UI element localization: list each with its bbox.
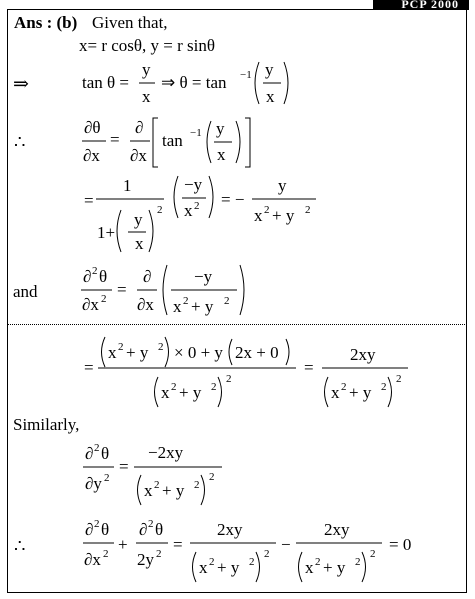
svg-text:2: 2	[94, 442, 100, 454]
svg-text:1: 1	[123, 176, 132, 195]
svg-text:+: +	[118, 535, 128, 554]
svg-text:y: y	[216, 119, 225, 138]
svg-text:∂: ∂	[83, 267, 92, 286]
svg-text:2: 2	[157, 204, 163, 216]
svg-text:tan: tan	[162, 131, 183, 150]
svg-text:2xy: 2xy	[350, 345, 376, 364]
svg-text:1+: 1+	[97, 223, 116, 242]
svg-text:2: 2	[194, 479, 200, 491]
svg-text:y: y	[278, 176, 287, 195]
svg-text:x: x	[266, 87, 275, 106]
svg-text:x: x	[142, 87, 151, 106]
svg-text:x: x	[217, 145, 226, 164]
svg-text:2: 2	[101, 293, 107, 305]
svg-text:2: 2	[209, 471, 215, 483]
svg-text:x: x	[161, 383, 170, 402]
svg-text:∂x: ∂x	[82, 295, 99, 314]
svg-text:2: 2	[211, 381, 217, 393]
svg-text:2: 2	[396, 373, 402, 385]
svg-text:x: x	[173, 297, 182, 316]
svg-text:=: =	[304, 358, 314, 377]
svg-text:−1: −1	[190, 127, 202, 139]
svg-text:−y: −y	[194, 267, 213, 286]
formula-tan-theta	[82, 60, 288, 106]
svg-text:2: 2	[355, 556, 361, 568]
svg-text:∂x: ∂x	[83, 146, 100, 165]
svg-text:=: =	[110, 130, 120, 149]
given-equation: x= r cosθ, y = r sinθ	[79, 36, 216, 55]
svg-text:2: 2	[370, 548, 376, 560]
svg-text:+ y: + y	[126, 343, 149, 362]
svg-text:θ: θ	[101, 444, 110, 463]
svg-text:2: 2	[315, 556, 321, 568]
svg-text:x: x	[305, 558, 314, 577]
svg-text:2: 2	[103, 548, 109, 560]
svg-text:y: y	[142, 60, 151, 79]
svg-text:× 0 + y: × 0 + y	[174, 343, 223, 362]
svg-text:2: 2	[92, 265, 98, 277]
svg-text:y: y	[134, 210, 143, 229]
svg-text:−y: −y	[184, 175, 203, 194]
svg-text:x: x	[108, 343, 117, 362]
svg-text:2y: 2y	[137, 550, 154, 569]
svg-text:+ y: + y	[323, 558, 346, 577]
svg-text:2: 2	[156, 548, 162, 560]
svg-text:= −: = −	[221, 190, 245, 209]
svg-text:∂x: ∂x	[130, 146, 147, 165]
svg-text:∂: ∂	[85, 444, 94, 463]
svg-text:x: x	[184, 201, 193, 220]
svg-text:θ: θ	[101, 520, 110, 539]
svg-text:∂: ∂	[85, 520, 94, 539]
implies-symbol: ⇒	[13, 74, 29, 95]
therefore-symbol-final: ∴	[14, 536, 26, 556]
svg-text:2: 2	[264, 204, 270, 216]
svg-text:2: 2	[158, 341, 164, 353]
svg-text:2: 2	[183, 295, 189, 307]
answer-given: Given that,	[92, 13, 168, 32]
svg-text:∂y: ∂y	[85, 474, 102, 493]
svg-text:2: 2	[104, 472, 110, 484]
svg-text:⇒ θ = tan: ⇒ θ = tan	[161, 73, 227, 92]
svg-text:2xy: 2xy	[324, 520, 350, 539]
svg-text:∂: ∂	[139, 520, 148, 539]
svg-text:2: 2	[209, 556, 215, 568]
svg-text:2: 2	[154, 479, 160, 491]
svg-text:θ: θ	[155, 520, 164, 539]
svg-text:x: x	[199, 558, 208, 577]
svg-text:tan θ =: tan θ =	[82, 73, 129, 92]
svg-text:−1: −1	[240, 69, 252, 81]
svg-text:+ y: + y	[349, 383, 372, 402]
svg-text:2: 2	[224, 295, 230, 307]
svg-text:∂: ∂	[143, 267, 152, 286]
formula-d2theta-dx2-result	[84, 337, 408, 407]
svg-text:2: 2	[305, 204, 311, 216]
svg-text:x: x	[144, 481, 153, 500]
svg-text:∂x: ∂x	[137, 295, 154, 314]
similarly-label: Similarly,	[13, 415, 80, 434]
svg-text:2x + 0: 2x + 0	[235, 343, 279, 362]
svg-text:∂: ∂	[135, 118, 144, 137]
svg-text:2: 2	[249, 556, 255, 568]
svg-text:2: 2	[264, 548, 270, 560]
formula-dtheta-dx	[82, 118, 250, 167]
header-tag: PCP 2000	[401, 0, 459, 11]
svg-text:2: 2	[194, 200, 200, 212]
svg-text:+ y: + y	[217, 558, 240, 577]
svg-text:2: 2	[171, 381, 177, 393]
svg-text:2: 2	[148, 518, 154, 530]
svg-text:=: =	[173, 535, 183, 554]
formula-laplace	[83, 518, 411, 582]
formula-d2theta-dy2	[83, 442, 222, 505]
svg-text:∂θ: ∂θ	[84, 118, 101, 137]
svg-text:∂x: ∂x	[84, 550, 101, 569]
and-label: and	[13, 282, 38, 301]
svg-text:2: 2	[118, 341, 124, 353]
svg-text:−: −	[281, 535, 291, 554]
svg-text:2: 2	[226, 373, 232, 385]
svg-text:−2xy: −2xy	[148, 443, 184, 462]
answer-prefix: Ans : (b)	[14, 13, 78, 32]
therefore-symbol: ∴	[14, 132, 26, 152]
svg-text:=: =	[84, 191, 94, 210]
svg-text:=: =	[117, 280, 127, 299]
svg-text:x: x	[331, 383, 340, 402]
svg-text:2: 2	[381, 381, 387, 393]
svg-text:2: 2	[341, 381, 347, 393]
svg-text:+ y: + y	[272, 206, 295, 225]
svg-text:2: 2	[94, 518, 100, 530]
svg-text:+ y: + y	[191, 297, 214, 316]
svg-text:y: y	[265, 60, 274, 79]
svg-text:+ y: + y	[162, 481, 185, 500]
svg-text:+ y: + y	[179, 383, 202, 402]
svg-text:x: x	[254, 206, 263, 225]
formula-dtheta-dx-result	[84, 175, 316, 253]
svg-text:= 0: = 0	[389, 535, 412, 554]
formula-d2theta-dx2	[81, 265, 244, 316]
svg-text:=: =	[119, 457, 129, 476]
svg-text:=: =	[84, 358, 94, 377]
svg-text:θ: θ	[99, 267, 108, 286]
svg-text:2xy: 2xy	[217, 520, 243, 539]
svg-text:x: x	[135, 234, 144, 253]
